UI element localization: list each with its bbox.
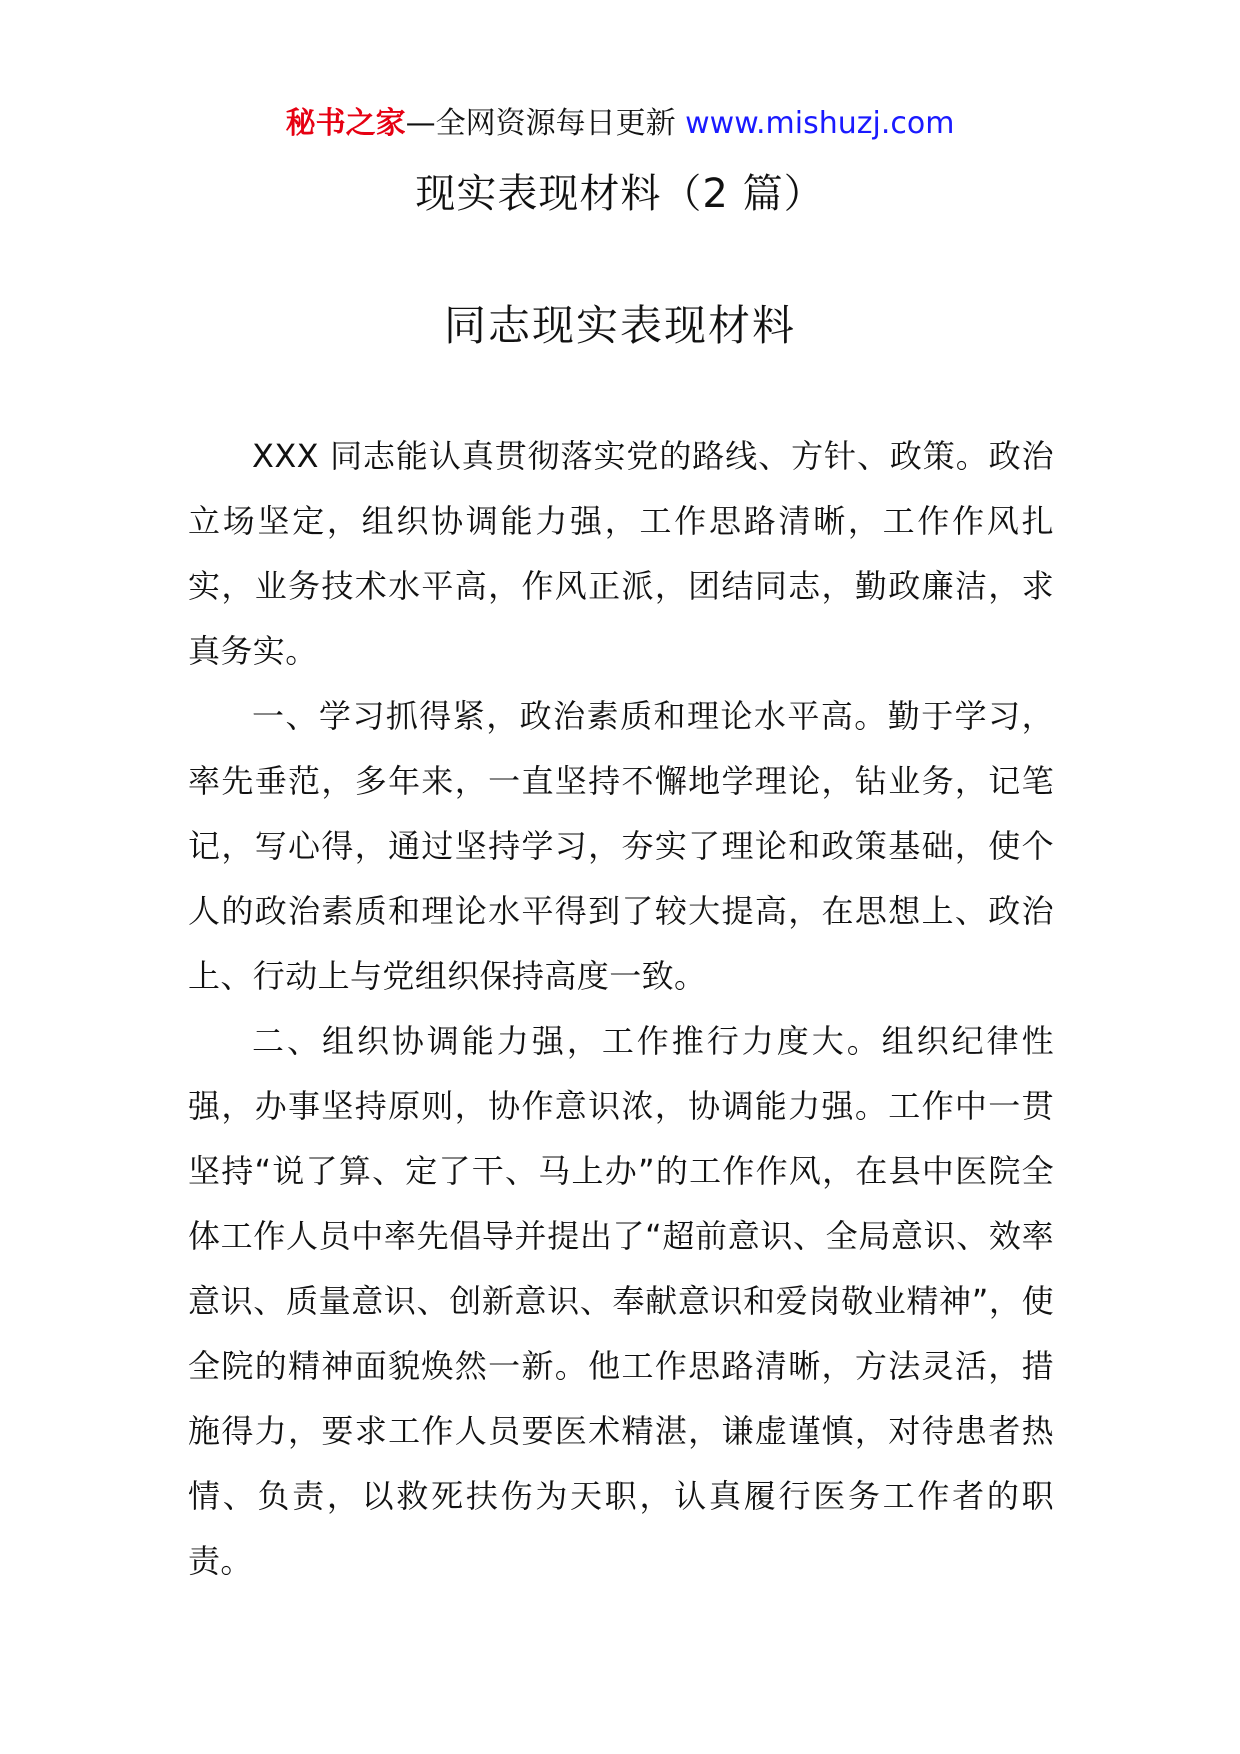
banner-tagline: —全网资源每日更新 (405, 106, 686, 141)
paragraph-study: 一、学习抓得紧，政治素质和理论水平高。勤于学习，率先垂范，多年来，一直坚持不懈地学理论，钻业务，记笔记，写心得，通过坚持学习，夯实了理论和政策基础，使个人的政治素质和理论水平得到了较大提高，在思想上、政治上、行动上与党组织保持高度一致。 (188, 697, 1054, 995)
document-title: 现实表现材料（2 篇） (415, 171, 825, 217)
section-title: 同志现实表现材料 (443, 301, 796, 350)
document-body (188, 424, 1054, 1594)
paragraph-coordination: 二、组织协调能力强，工作推行力度大。组织纪律性强，办事坚持原则，协作意识浓，协调能力强。工作中一贯坚持“说了算、定了干、马上办”的工作作风，在县中医院全体工作人员中率先倡导并提出了“超前意识、全局意识、效率意识、质量意识、创新意识、奉献意识和爱岗敬业精神”，使全院的精神面貌焕然一新。他工作思路清晰，方法灵活，措施得力，要求工作人员要医术精湛，谦虚谨慎，对待患者热情、负责，以救死扶伤为天职，认真履行医务工作者的职责。 (188, 1022, 1054, 1580)
brand-name: 秘书之家 (285, 106, 406, 141)
paragraph-intro: XXX 同志能认真贯彻落实党的路线、方针、政策。政治立场坚定，组织协调能力强，工作思路清晰，工作作风扎实，业务技术水平高，作风正派，团结同志，勤政廉洁，求真务实。 (188, 437, 1054, 670)
site-url-link[interactable]: www.mishuzj.com (685, 106, 955, 141)
site-banner (0, 100, 1240, 148)
